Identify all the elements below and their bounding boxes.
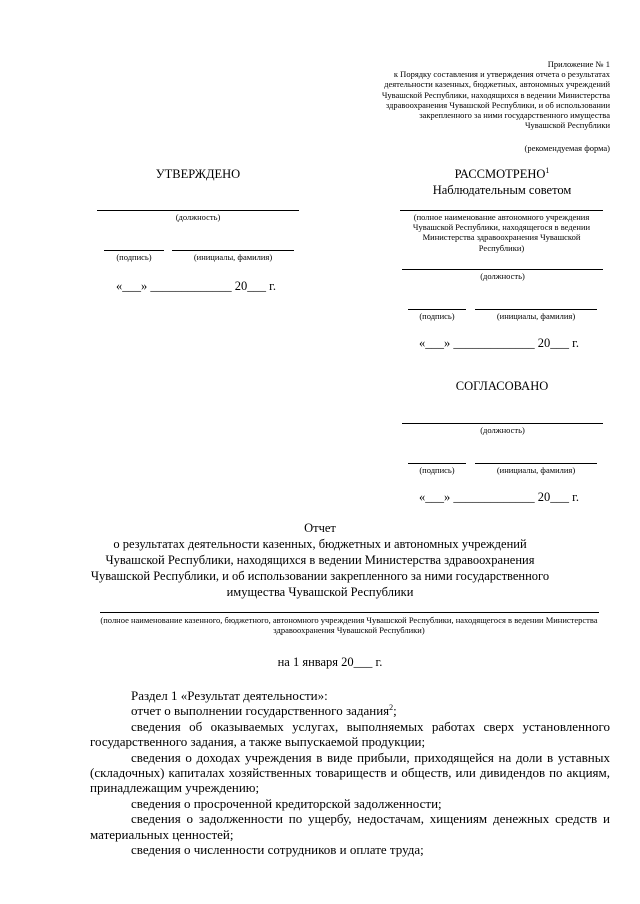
appendix-line: Приложение № 1 — [547, 59, 610, 69]
reviewed-org-line — [400, 210, 603, 211]
approved-signature-caption: (подпись) — [116, 252, 152, 262]
reviewed-heading-text: РАССМОТРЕНО — [454, 167, 546, 181]
reviewed-heading — [402, 167, 602, 182]
agreed-date-line: «___» _____________ 20___ г. — [419, 490, 579, 504]
agreed-name-caption: (инициалы, фамилия) — [496, 465, 576, 475]
section1-item-income: сведения о доходах учреждения в виде прибыли, приходящейся на доли в уставных (складочных) капиталах хозяйственных товариществ и обществ, или дивидендов по акциям, принадлежащим учреждению; — [90, 749, 610, 796]
section1-item-overdue: сведения о просроченной кредиторской задолженности; — [131, 795, 442, 811]
report-date-line: на 1 января 20___ г. — [277, 655, 383, 669]
reviewed-position-caption: (должность) — [480, 271, 525, 281]
agreed-position-caption: (должность) — [480, 425, 525, 435]
item-task-end: ; — [393, 703, 397, 719]
appendix-line: деятельности казенных, бюджетных, автономных учреждений — [384, 79, 610, 90]
report-org-caption: (полное наименование казенного, бюджетного, автономного учреждения Чувашской Республики, находящегося в ведении Министерства здравоохранения Чувашской Республики) — [100, 615, 598, 636]
form-note: (рекомендуемая форма) — [524, 143, 610, 153]
report-title-line: Чувашской Республики, находящихся в ведении Министерства здравоохранения — [105, 553, 535, 567]
approved-name-caption: (инициалы, фамилия) — [193, 252, 273, 262]
report-title-line: о результатах деятельности казенных, бюджетных и автономных учреждений — [113, 537, 527, 551]
report-org-line — [100, 612, 599, 613]
agreed-position-line — [402, 423, 603, 424]
section1 — [90, 688, 610, 857]
agreed-signature-line — [408, 463, 466, 464]
item-task-footnote-mark: 2 — [389, 703, 394, 713]
agreed-signature-caption: (подпись) — [419, 465, 455, 475]
reviewed-footnote-mark: 1 — [545, 166, 550, 175]
section1-item-services: сведения об оказываемых услугах, выполняемых работах сверх установленного государственного задания, а также выпускаемой продукции; — [90, 718, 610, 750]
appendix-line: закрепленного за ними государственного имущества — [419, 110, 610, 121]
agreed-heading: СОГЛАСОВАНО — [455, 379, 549, 393]
reviewed-org-caption: (полное наименование автономного учреждения Чувашской Республики, находящегося в ведении Министерства здравоохранения Чувашской Республики) — [412, 212, 591, 253]
section1-item-damage: сведения о задолженности по ущербу, недостачам, хищениям денежных средств и материальных ценностей; — [90, 811, 610, 842]
item-task-text: отчет о выполнении государственного задания — [131, 703, 390, 719]
report-title-line: имущества Чувашской Республики — [226, 585, 414, 599]
appendix-line: к Порядку составления и утверждения отчета о результатах — [393, 69, 610, 80]
reviewed-signature-caption: (подпись) — [419, 311, 455, 321]
appendix-block — [330, 59, 610, 130]
appendix-line: Чувашской Республики, находящихся в ведении Министерства — [381, 89, 610, 100]
reviewed-subheading: Наблюдательным советом — [432, 183, 572, 197]
approved-date-line: «___» _____________ 20___ г. — [116, 279, 276, 293]
approved-heading: УТВЕРЖДЕНО — [155, 167, 241, 181]
reviewed-date-line: «___» _____________ 20___ г. — [419, 336, 579, 350]
approved-position-line — [97, 210, 299, 211]
report-title — [70, 520, 570, 600]
reviewed-position-line — [402, 269, 603, 270]
reviewed-name-line — [475, 309, 597, 310]
reviewed-name-caption: (инициалы, фамилия) — [496, 311, 576, 321]
approved-name-line — [172, 250, 294, 251]
agreed-name-line — [475, 463, 597, 464]
approved-position-caption: (должность) — [175, 212, 221, 222]
appendix-line: Чувашской Республики — [524, 120, 610, 131]
reviewed-signature-line — [408, 309, 466, 310]
report-title-line: Отчет — [304, 521, 336, 535]
appendix-line: здравоохранения Чувашской Республики, и об использовании — [385, 99, 610, 110]
approved-signature-line — [104, 250, 164, 251]
section1-item-staff: сведения о численности сотрудников и оплате труда; — [131, 842, 424, 858]
section1-item-task — [90, 703, 610, 718]
report-title-line: Чувашской Республики, и об использовании закрепленного за ними государственного — [90, 569, 550, 583]
section1-heading: Раздел 1 «Результат деятельности»: — [131, 688, 328, 703]
